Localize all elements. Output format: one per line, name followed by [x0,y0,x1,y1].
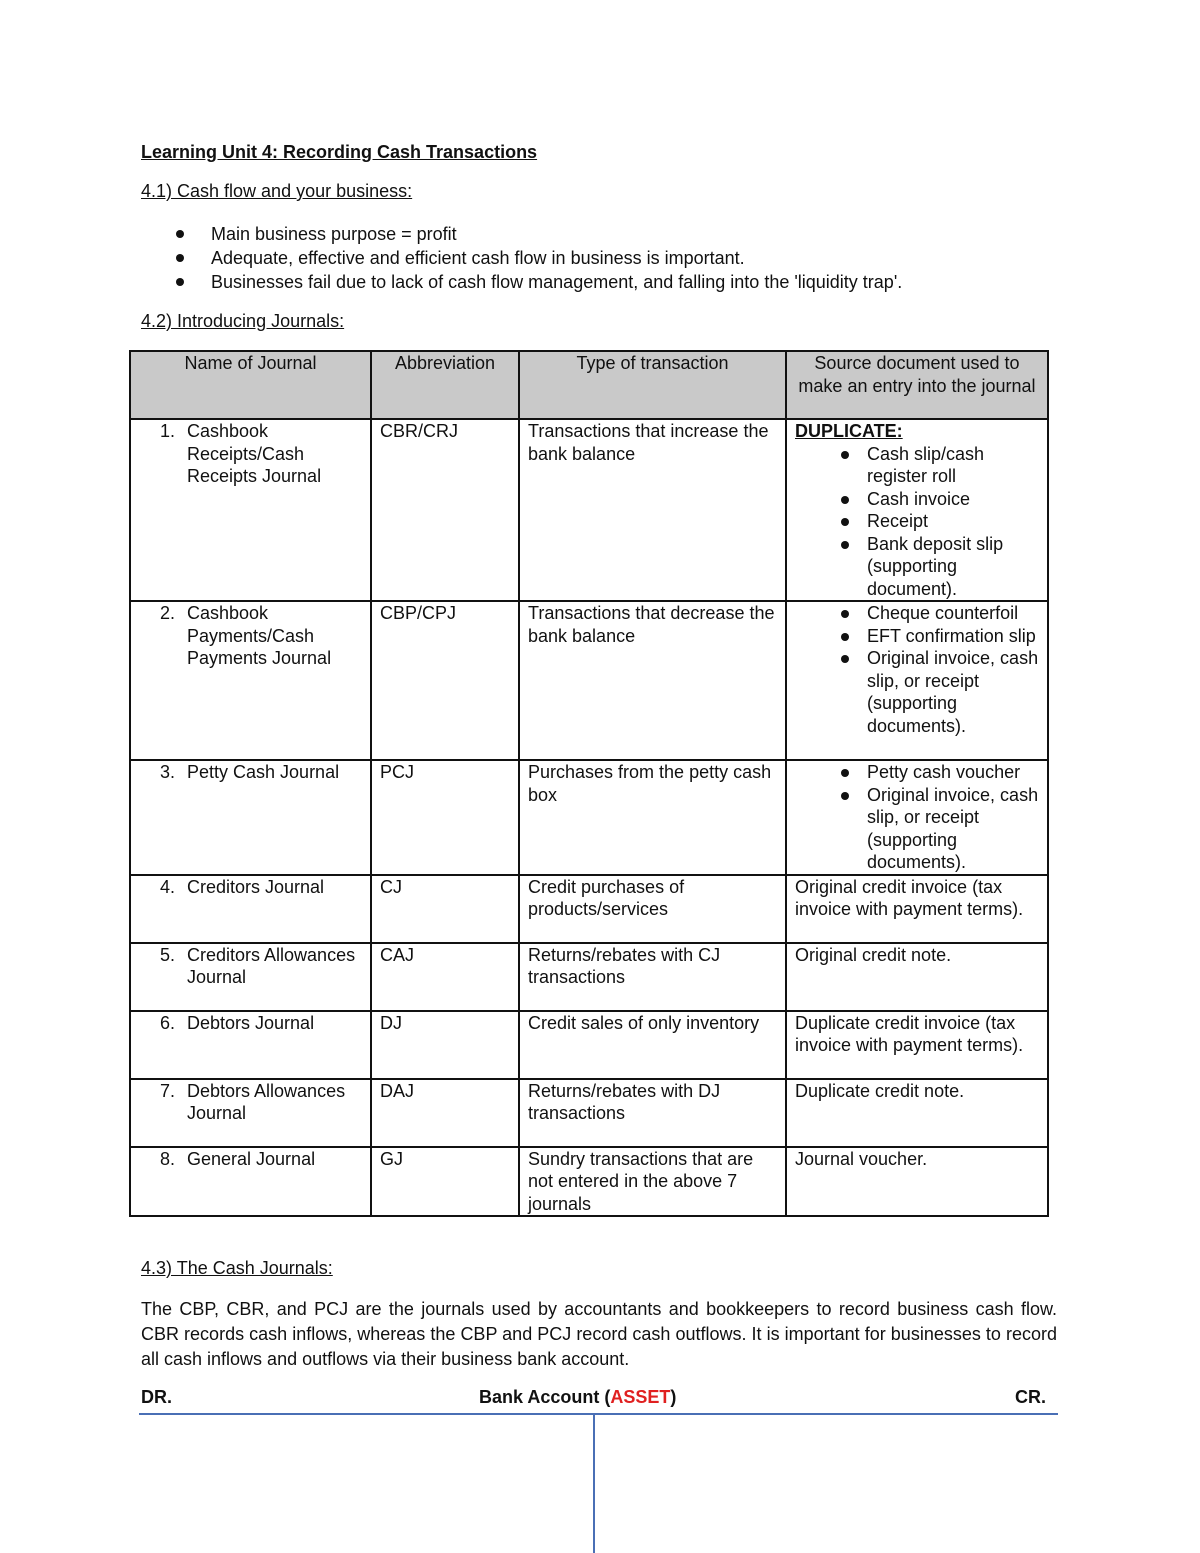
asset-label: ASSET [610,1387,671,1407]
list-item: Receipt [795,510,1039,533]
cash-flow-bullet-list [170,222,902,294]
list-item: Bank deposit slip (supporting document). [795,533,1039,601]
duplicate-label: DUPLICATE: [795,421,903,441]
table-row [130,875,1048,943]
source-document [786,419,1048,601]
document-title: Learning Unit 4: Recording Cash Transactions [141,142,538,162]
journal-abbreviation: DJ [371,1011,519,1079]
table-row [130,760,1048,875]
header-source-document: Source document used to make an entry into the journal [786,351,1048,419]
journal-abbreviation: DAJ [371,1079,519,1147]
section-heading-cash-journals: 4.3) The Cash Journals: [141,1258,333,1278]
journal-name: Creditors Journal [187,876,325,897]
header-abbreviation: Abbreviation [371,351,519,419]
table-row [130,419,1048,601]
transaction-type: Credit sales of only inventory [519,1011,786,1079]
list-item: Cash invoice [795,488,1039,511]
row-number: 6. [159,1012,175,1033]
cash-journals-paragraph: The CBP, CBR, and PCJ are the journals used by accountants and bookkeepers to record business cash flow. CBR records cash inflows, whereas the CBP and PCJ record cash outflows. It is important for businesses to record all cash inflows and outflows via their business bank account. [141,1299,1057,1369]
journal-name: Creditors Allowances Journal [187,944,356,987]
list-item: EFT confirmation slip [795,625,1039,648]
journal-name: Petty Cash Journal [187,762,340,782]
table-row [130,1079,1048,1147]
journal-name: Debtors Journal [187,1012,315,1033]
journal-abbreviation: CAJ [371,943,519,1011]
list-item: Petty cash voucher [795,761,1039,784]
journal-name: Cashbook Payments/Cash Payments Journal [187,603,332,668]
source-document [786,760,1048,875]
transaction-type: Transactions that decrease the bank balance [519,601,786,760]
section-heading-journals: 4.2) Introducing Journals: [141,311,345,331]
journal-abbreviation: GJ [371,1147,519,1217]
table-row [130,943,1048,1011]
transaction-type: Returns/rebates with CJ transactions [519,943,786,1011]
row-number: 3. [159,762,175,782]
source-document [786,601,1048,760]
source-document: Duplicate credit note. [786,1079,1048,1147]
account-title-suffix: ) [670,1387,677,1407]
source-document: Duplicate credit invoice (tax invoice with payment terms). [786,1011,1048,1079]
table-row [130,601,1048,760]
header-type-of-transaction: Type of transaction [519,351,786,419]
list-item: Original invoice, cash slip, or receipt (supporting documents). [795,647,1039,737]
t-account-horizontal-line [139,1413,1058,1415]
row-number: 5. [159,944,175,965]
source-document: Journal voucher. [786,1147,1048,1217]
transaction-type: Transactions that increase the bank balance [519,419,786,601]
journal-name: General Journal [187,1148,316,1169]
transaction-type: Purchases from the petty cash box [519,760,786,875]
table-row [130,1147,1048,1217]
list-item: Adequate, effective and efficient cash flow in business is important. [170,246,902,270]
debit-label: DR. [141,1387,172,1407]
journal-abbreviation: CJ [371,875,519,943]
list-item: Businesses fail due to lack of cash flow management, and falling into the 'liquidity trap'. [170,270,902,294]
transaction-type: Returns/rebates with DJ transactions [519,1079,786,1147]
transaction-type: Credit purchases of products/services [519,875,786,943]
journals-table [129,350,1049,1217]
row-number: 2. [159,603,175,623]
account-title-prefix: Bank Account ( [479,1387,611,1407]
journal-name: Cashbook Receipts/Cash Receipts Journal [187,421,322,486]
row-number: 4. [159,876,175,897]
journal-abbreviation: CBR/CRJ [371,419,519,601]
section-heading-cash-flow: 4.1) Cash flow and your business: [141,181,413,201]
row-number: 7. [159,1080,175,1101]
header-name-of-journal: Name of Journal [130,351,371,419]
journal-abbreviation: CBP/CPJ [371,601,519,760]
row-number: 1. [159,421,175,441]
list-item: Cheque counterfoil [795,602,1039,625]
t-account-vertical-line [593,1415,595,1553]
table-row [130,1011,1048,1079]
row-number: 8. [159,1148,175,1169]
list-item: Main business purpose = profit [170,222,902,246]
list-item: Cash slip/cash register roll [795,443,1039,488]
list-item: Original invoice, cash slip, or receipt (supporting documents). [795,784,1039,874]
table-header-row [130,351,1048,419]
source-document: Original credit note. [786,943,1048,1011]
account-title [479,1387,676,1408]
source-document: Original credit invoice (tax invoice with payment terms). [786,875,1048,943]
journal-abbreviation: PCJ [371,760,519,875]
transaction-type: Sundry transactions that are not entered in the above 7 journals [519,1147,786,1217]
credit-label: CR. [1015,1387,1046,1407]
journal-name: Debtors Allowances Journal [187,1080,346,1123]
